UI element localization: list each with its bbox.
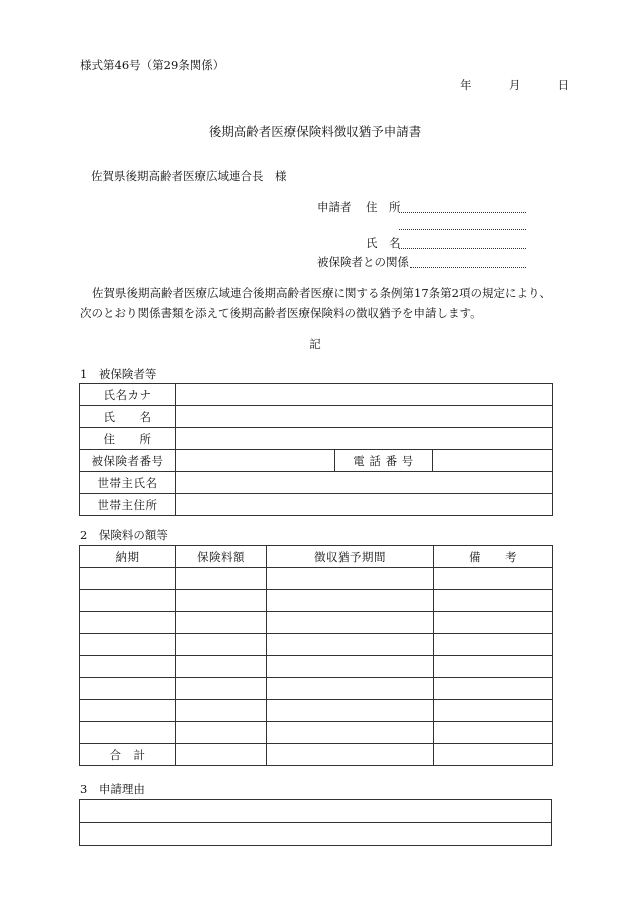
table-row	[80, 472, 553, 494]
premium-cell[interactable]	[267, 678, 434, 700]
phone-field[interactable]	[433, 450, 553, 472]
premium-cell[interactable]	[267, 568, 434, 590]
premium-cell[interactable]	[434, 700, 553, 722]
header-remarks: 備 考	[434, 546, 553, 568]
premium-cell[interactable]	[80, 700, 176, 722]
total-label: 合 計	[80, 744, 176, 766]
applicant-relation-label: 被保険者との関係	[317, 255, 409, 269]
premium-cell[interactable]	[434, 678, 553, 700]
table-row	[80, 568, 553, 590]
table-row	[80, 634, 553, 656]
premium-cell[interactable]	[176, 700, 267, 722]
applicant-label: 申請者	[317, 200, 352, 214]
table-row	[80, 590, 553, 612]
name-label: 氏 名	[80, 406, 176, 428]
premium-cell[interactable]	[80, 634, 176, 656]
table-row	[80, 406, 553, 428]
premium-cell[interactable]	[267, 722, 434, 744]
form-number: 様式第46号（第29条関係）	[80, 58, 225, 72]
header-deferral-period: 徴収猶予期間	[267, 546, 434, 568]
table-row	[80, 656, 553, 678]
premium-cell[interactable]	[80, 678, 176, 700]
premium-cell[interactable]	[434, 590, 553, 612]
premium-cell[interactable]	[267, 656, 434, 678]
date-month-label: 月	[508, 78, 521, 92]
address-field[interactable]	[176, 428, 553, 450]
applicant-name-label: 氏 名	[366, 236, 401, 250]
body-line-1: 佐賀県後期高齢者医療広域連合後期高齢者医療に関する条例第17条第2項の規定により、	[92, 286, 551, 300]
total-premium-field[interactable]	[176, 744, 267, 766]
table-row	[80, 494, 553, 516]
table-row	[80, 678, 553, 700]
premium-cell[interactable]	[176, 568, 267, 590]
table-row	[80, 428, 553, 450]
header-due-date: 納期	[80, 546, 176, 568]
table-row	[80, 823, 552, 846]
premium-cell[interactable]	[267, 612, 434, 634]
table-row	[80, 722, 553, 744]
applicant-name-line[interactable]	[399, 248, 526, 249]
premium-cell[interactable]	[267, 590, 434, 612]
reason-table	[79, 799, 552, 846]
address-label: 住 所	[80, 428, 176, 450]
phone-label: 電 話 番 号	[335, 450, 433, 472]
premium-cell[interactable]	[80, 722, 176, 744]
premium-cell[interactable]	[434, 656, 553, 678]
insured-number-label: 被保険者番号	[80, 450, 176, 472]
table-row	[80, 450, 553, 472]
premium-cell[interactable]	[176, 612, 267, 634]
body-line-2: 次のとおり関係書類を添えて後期高齢者医療保険料の徴収猶予を申請します。	[80, 306, 482, 320]
ki-heading: 記	[309, 337, 321, 351]
application-date	[460, 77, 569, 93]
applicant-address-line-2[interactable]	[399, 229, 526, 230]
section2-heading: 2 保険料の額等	[80, 528, 168, 542]
premium-cell[interactable]	[434, 568, 553, 590]
kana-field[interactable]	[176, 384, 553, 406]
addressee: 佐賀県後期高齢者医療広域連合長 様	[91, 169, 287, 183]
premium-cell[interactable]	[434, 634, 553, 656]
premium-cell[interactable]	[434, 612, 553, 634]
kana-label: 氏名カナ	[80, 384, 176, 406]
premium-header-row	[80, 546, 553, 568]
householder-name-label: 世帯主氏名	[80, 472, 176, 494]
premium-total-row	[80, 744, 553, 766]
premium-cell[interactable]	[267, 700, 434, 722]
applicant-relation-line[interactable]	[410, 267, 526, 268]
date-day-label: 日	[557, 78, 570, 92]
table-row	[80, 384, 553, 406]
premium-cell[interactable]	[80, 612, 176, 634]
householder-name-field[interactable]	[176, 472, 553, 494]
premium-cell[interactable]	[176, 634, 267, 656]
premium-cell[interactable]	[176, 678, 267, 700]
total-period-field[interactable]	[267, 744, 434, 766]
premium-cell[interactable]	[80, 568, 176, 590]
premium-cell[interactable]	[176, 722, 267, 744]
applicant-address-label: 住 所	[366, 200, 401, 214]
table-row	[80, 700, 553, 722]
premium-cell[interactable]	[267, 634, 434, 656]
premium-table	[79, 545, 553, 766]
insured-table	[79, 383, 553, 516]
header-premium-amount: 保険料額	[176, 546, 267, 568]
premium-cell[interactable]	[176, 590, 267, 612]
reason-line-1[interactable]	[80, 800, 552, 823]
section1-heading: 1 被保険者等	[80, 367, 157, 381]
applicant-address-line-1[interactable]	[399, 212, 526, 213]
premium-cell[interactable]	[80, 656, 176, 678]
table-row	[80, 612, 553, 634]
section3-heading: 3 申請理由	[80, 782, 145, 796]
premium-cell[interactable]	[176, 656, 267, 678]
date-year-label: 年	[460, 78, 472, 92]
reason-line-2[interactable]	[80, 823, 552, 846]
householder-address-label: 世帯主住所	[80, 494, 176, 516]
premium-cell[interactable]	[434, 722, 553, 744]
householder-address-field[interactable]	[176, 494, 553, 516]
document-title: 後期高齢者医療保険料徴収猶予申請書	[208, 124, 422, 139]
total-remarks-field[interactable]	[434, 744, 553, 766]
table-row	[80, 800, 552, 823]
name-field[interactable]	[176, 406, 553, 428]
premium-cell[interactable]	[80, 590, 176, 612]
insured-number-field[interactable]	[176, 450, 335, 472]
